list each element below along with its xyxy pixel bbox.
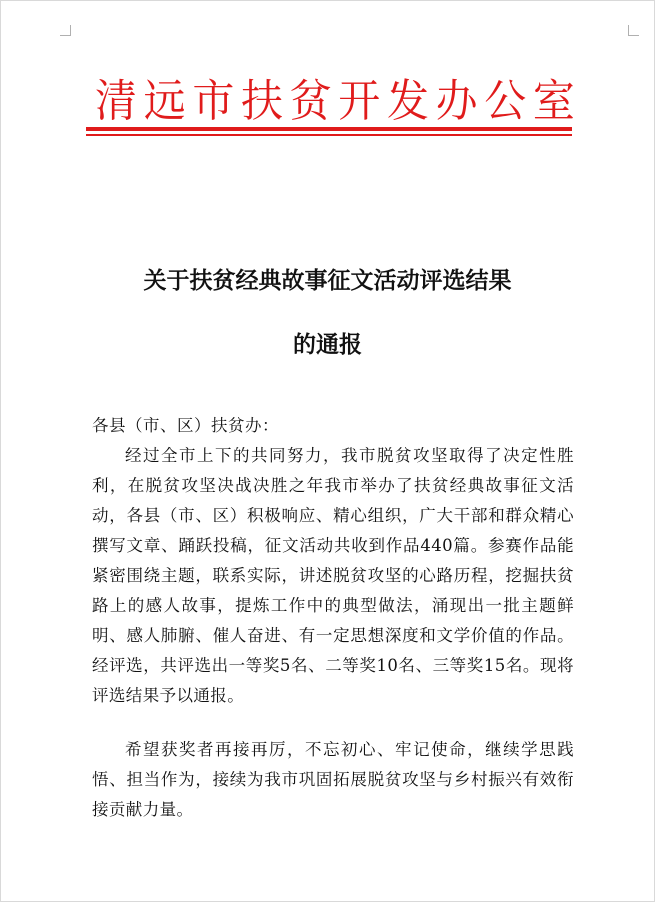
crop-mark-top-left <box>60 25 71 36</box>
letterhead-char: 扶 <box>240 74 283 127</box>
document-title-line-2: 的通报 <box>293 331 362 358</box>
crop-mark-top-right <box>628 25 639 36</box>
letterhead-char: 远 <box>143 74 186 127</box>
letterhead-char: 开 <box>338 74 381 127</box>
body-paragraph-2: 希望获奖者再接再厉，不忘初心、牢记使命，继续学思践悟、担当作为，接续为我市巩固拓展脱贫攻坚与乡村振兴有效衔接贡献力量。 <box>92 740 574 819</box>
letterhead-char: 清 <box>95 74 138 127</box>
letterhead-char: 发 <box>386 74 429 127</box>
letterhead-rule-thin <box>86 134 572 136</box>
letterhead-char: 贫 <box>289 74 332 127</box>
letterhead-char: 室 <box>532 74 575 127</box>
salutation: 各县（市、区）扶贫办： <box>92 416 279 435</box>
body-paragraph-1: 经过全市上下的共同努力，我市脱贫攻坚取得了决定性胜利，在脱贫攻坚决战决胜之年我市举办了扶贫经典故事征文活动，各县（市、区）积极响应、精心组织，广大干部和群众精心撰写文章、踊跃投稿，征文活动共收到作品440篇。参赛作品能紧密围绕主题，联系实际，讲述脱贫攻坚的心路历程，挖掘扶贫路上的感人故事，提炼工作中的典型做法，涌现出一批主题鲜明、感人肺腑、催人奋进、有一定思想深度和文学价值的作品。经评选，共评选出一等奖5名、二等奖10名、三等奖15名。现将评选结果予以通报。 <box>92 446 574 705</box>
letterhead-rule-thick <box>86 127 572 131</box>
document-title-line-1: 关于扶贫经典故事征文活动评选结果 <box>143 267 512 294</box>
letterhead-char: 办 <box>435 74 478 127</box>
letterhead-char: 公 <box>484 74 527 127</box>
letterhead-title <box>95 68 575 128</box>
letterhead-char: 市 <box>192 74 235 127</box>
